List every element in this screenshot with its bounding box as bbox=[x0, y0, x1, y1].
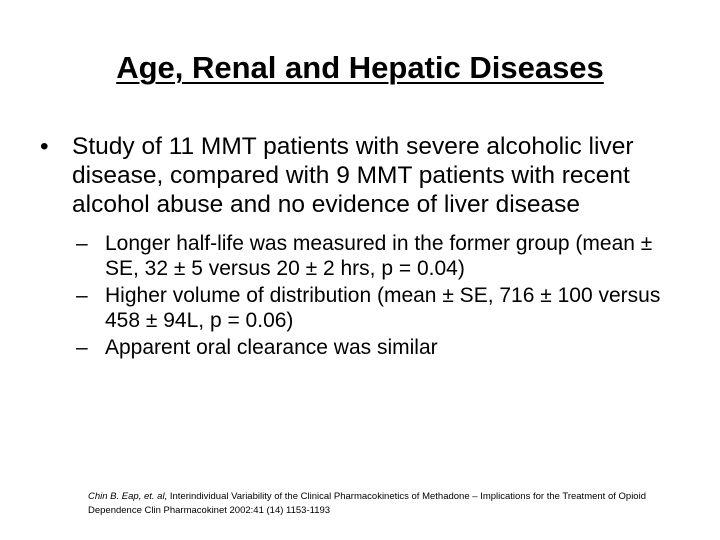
citation-text: Interindividual Variability of the Clinical Pharmacokinetics of Methadone – Implications for the Treatment of Opioid Dependence Clin Pharmacokinet 2002:41 (14) 1153-1193 bbox=[88, 491, 646, 516]
slide-body bbox=[40, 132, 680, 362]
main-bullet-point bbox=[40, 132, 680, 219]
sub-point-text: Longer half-life was measured in the former group (mean ± SE, 32 ± 5 versus 20 ± 2 hrs, p = 0.04) bbox=[105, 232, 653, 280]
sub-point-volume-distribution bbox=[76, 283, 680, 333]
slide-title: Age, Renal and Hepatic Diseases bbox=[116, 50, 604, 85]
dash-icon: – bbox=[76, 336, 88, 359]
bullet-icon: • bbox=[40, 133, 49, 160]
sub-point-list bbox=[76, 231, 680, 360]
citation bbox=[88, 490, 668, 518]
dash-icon: – bbox=[76, 284, 88, 307]
citation-authors: Chin B. Eap, et. al, bbox=[88, 491, 168, 502]
sub-point-oral-clearance bbox=[76, 335, 680, 360]
sub-point-text: Apparent oral clearance was similar bbox=[105, 336, 438, 359]
main-point-text: Study of 11 MMT patients with severe alcoholic liver disease, compared with 9 MMT patients with recent alcohol abuse and no evidence of liver disease bbox=[72, 133, 634, 218]
dash-icon: – bbox=[76, 232, 88, 255]
sub-point-half-life bbox=[76, 231, 680, 281]
sub-point-text: Higher volume of distribution (mean ± SE, 716 ± 100 versus 458 ± 94L, p = 0.06) bbox=[105, 284, 661, 332]
